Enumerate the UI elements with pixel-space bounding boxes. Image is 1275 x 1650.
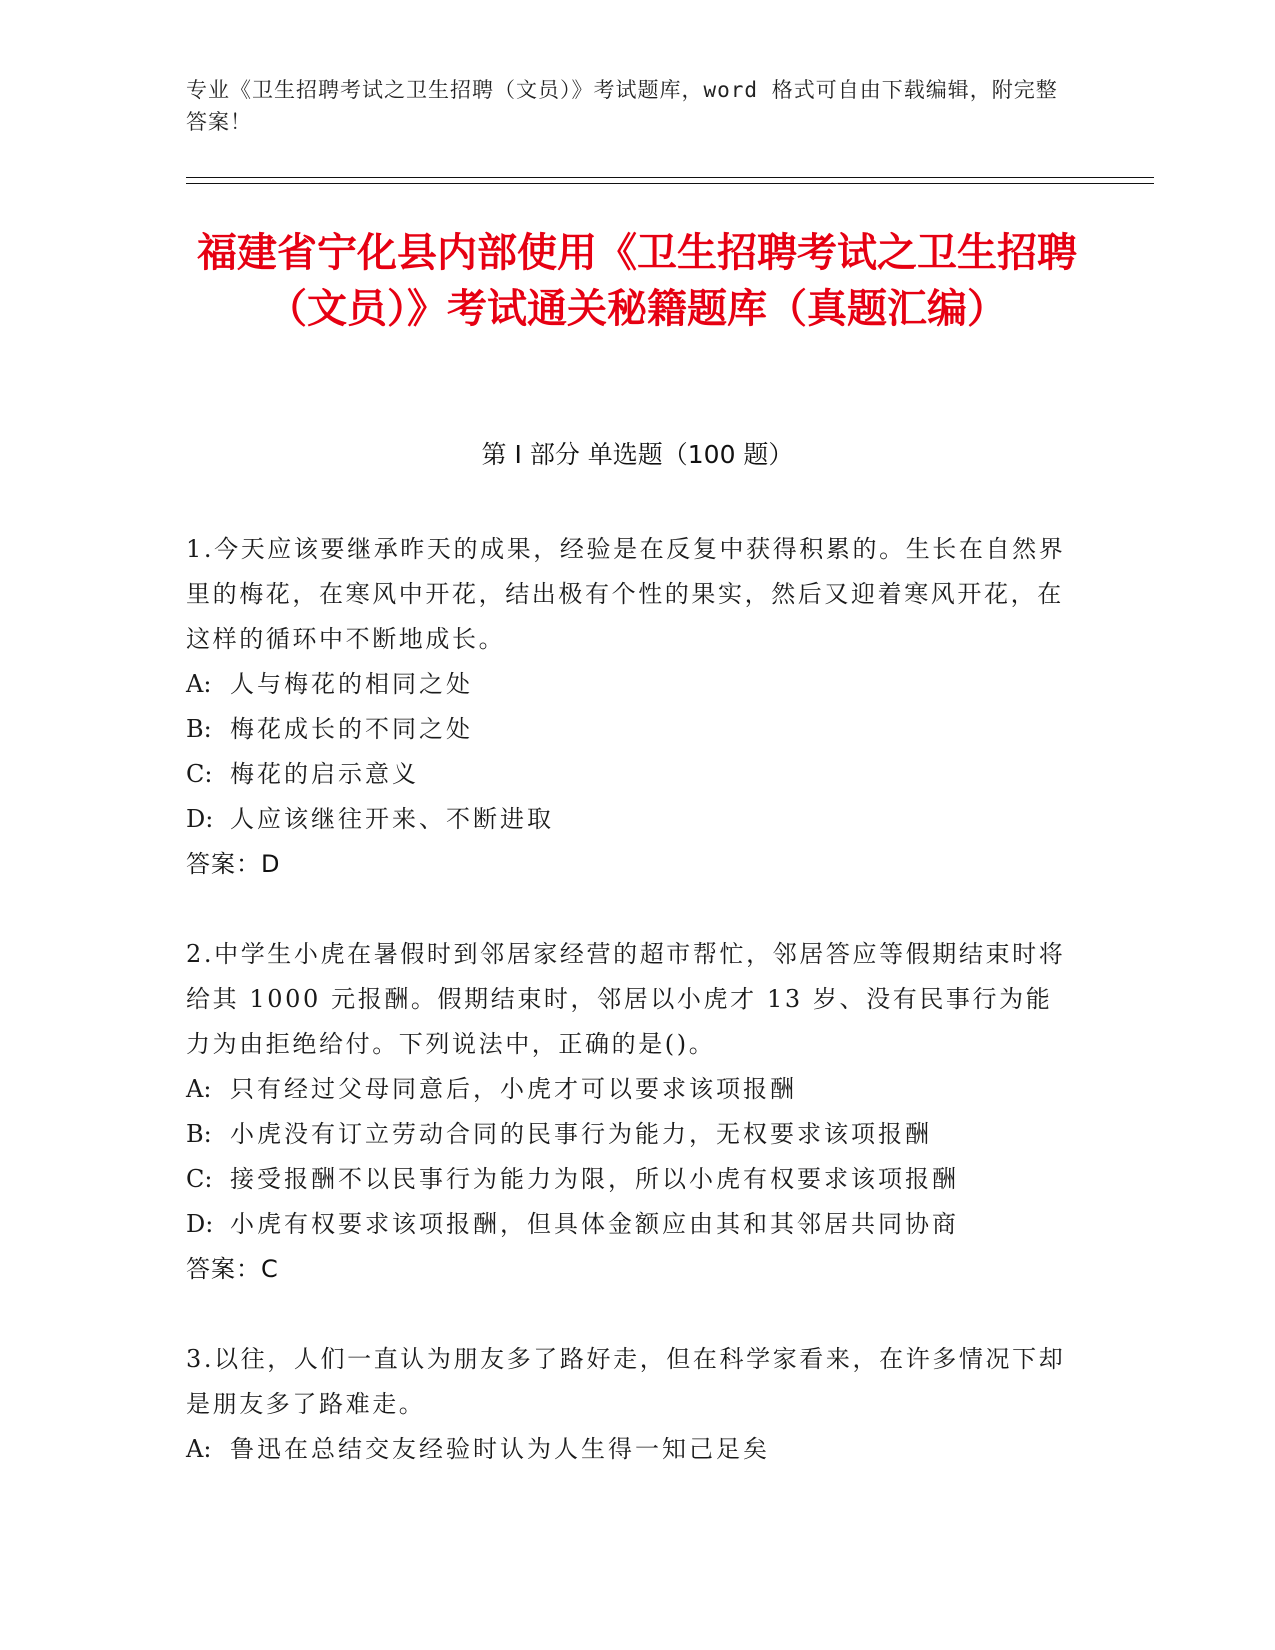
option-c: [186, 752, 1066, 797]
document-title: 福建省宁化县内部使用《卫生招聘考试之卫生招聘（文员）》考试通关秘籍题库（真题汇编）: [197, 230, 1077, 332]
option-a: [186, 1427, 1066, 1472]
option-text: 人应该继往开来、不断进取: [230, 805, 554, 833]
option-text: 人与梅花的相同之处: [230, 670, 473, 698]
header-note: 专业《卫生招聘考试之卫生招聘（文员）》考试题库，word 格式可自由下载编辑，附完整答案！: [186, 78, 1058, 134]
question-1: [186, 527, 1066, 887]
option-text: 梅花的启示意义: [230, 760, 419, 788]
question-stem: 3.以往，人们一直认为朋友多了路好走，但在科学家看来，在许多情况下却是朋友多了路难走。: [186, 1345, 1066, 1418]
option-letter: A:: [186, 1075, 212, 1103]
option-letter: C:: [186, 760, 213, 788]
option-c: [186, 1157, 1066, 1202]
option-text: 梅花成长的不同之处: [230, 715, 473, 743]
question-2: [186, 932, 1066, 1292]
header-divider-bottom: [186, 183, 1154, 184]
option-letter: A:: [186, 1435, 212, 1463]
section-heading: 第 I 部分 单选题（100 题）: [481, 440, 794, 469]
option-text: 接受报酬不以民事行为能力为限，所以小虎有权要求该项报酬: [230, 1165, 959, 1193]
option-letter: B:: [186, 1120, 212, 1148]
answer-line: 答案：D: [186, 850, 281, 878]
option-text: 鲁迅在总结交友经验时认为人生得一知己足矣: [230, 1435, 770, 1463]
option-letter: B:: [186, 715, 212, 743]
option-text: 只有经过父母同意后，小虎才可以要求该项报酬: [230, 1075, 797, 1103]
option-d: [186, 797, 1066, 842]
option-b: [186, 1112, 1066, 1157]
option-letter: D:: [186, 1210, 214, 1238]
option-a: [186, 1067, 1066, 1112]
option-d: [186, 1202, 1066, 1247]
question-list: [186, 527, 1066, 1517]
option-letter: D:: [186, 805, 214, 833]
answer-line: 答案：C: [186, 1255, 279, 1283]
option-letter: C:: [186, 1165, 213, 1193]
question-stem: 2.中学生小虎在暑假时到邻居家经营的超市帮忙，邻居答应等假期结束时将给其 1000 元报酬。假期结束时，邻居以小虎才 13 岁、没有民事行为能力为由拒绝给付。下列说法中，正确的是()。: [186, 940, 1066, 1058]
option-a: [186, 662, 1066, 707]
option-text: 小虎有权要求该项报酬，但具体金额应由其和其邻居共同协商: [230, 1210, 959, 1238]
option-letter: A:: [186, 670, 212, 698]
header-divider-top: [186, 177, 1154, 178]
option-b: [186, 707, 1066, 752]
question-stem: 1.今天应该要继承昨天的成果，经验是在反复中获得积累的。生长在自然界里的梅花，在寒风中开花，结出极有个性的果实，然后又迎着寒风开花，在这样的循环中不断地成长。: [186, 535, 1066, 653]
question-3: [186, 1337, 1066, 1472]
option-text: 小虎没有订立劳动合同的民事行为能力，无权要求该项报酬: [230, 1120, 932, 1148]
